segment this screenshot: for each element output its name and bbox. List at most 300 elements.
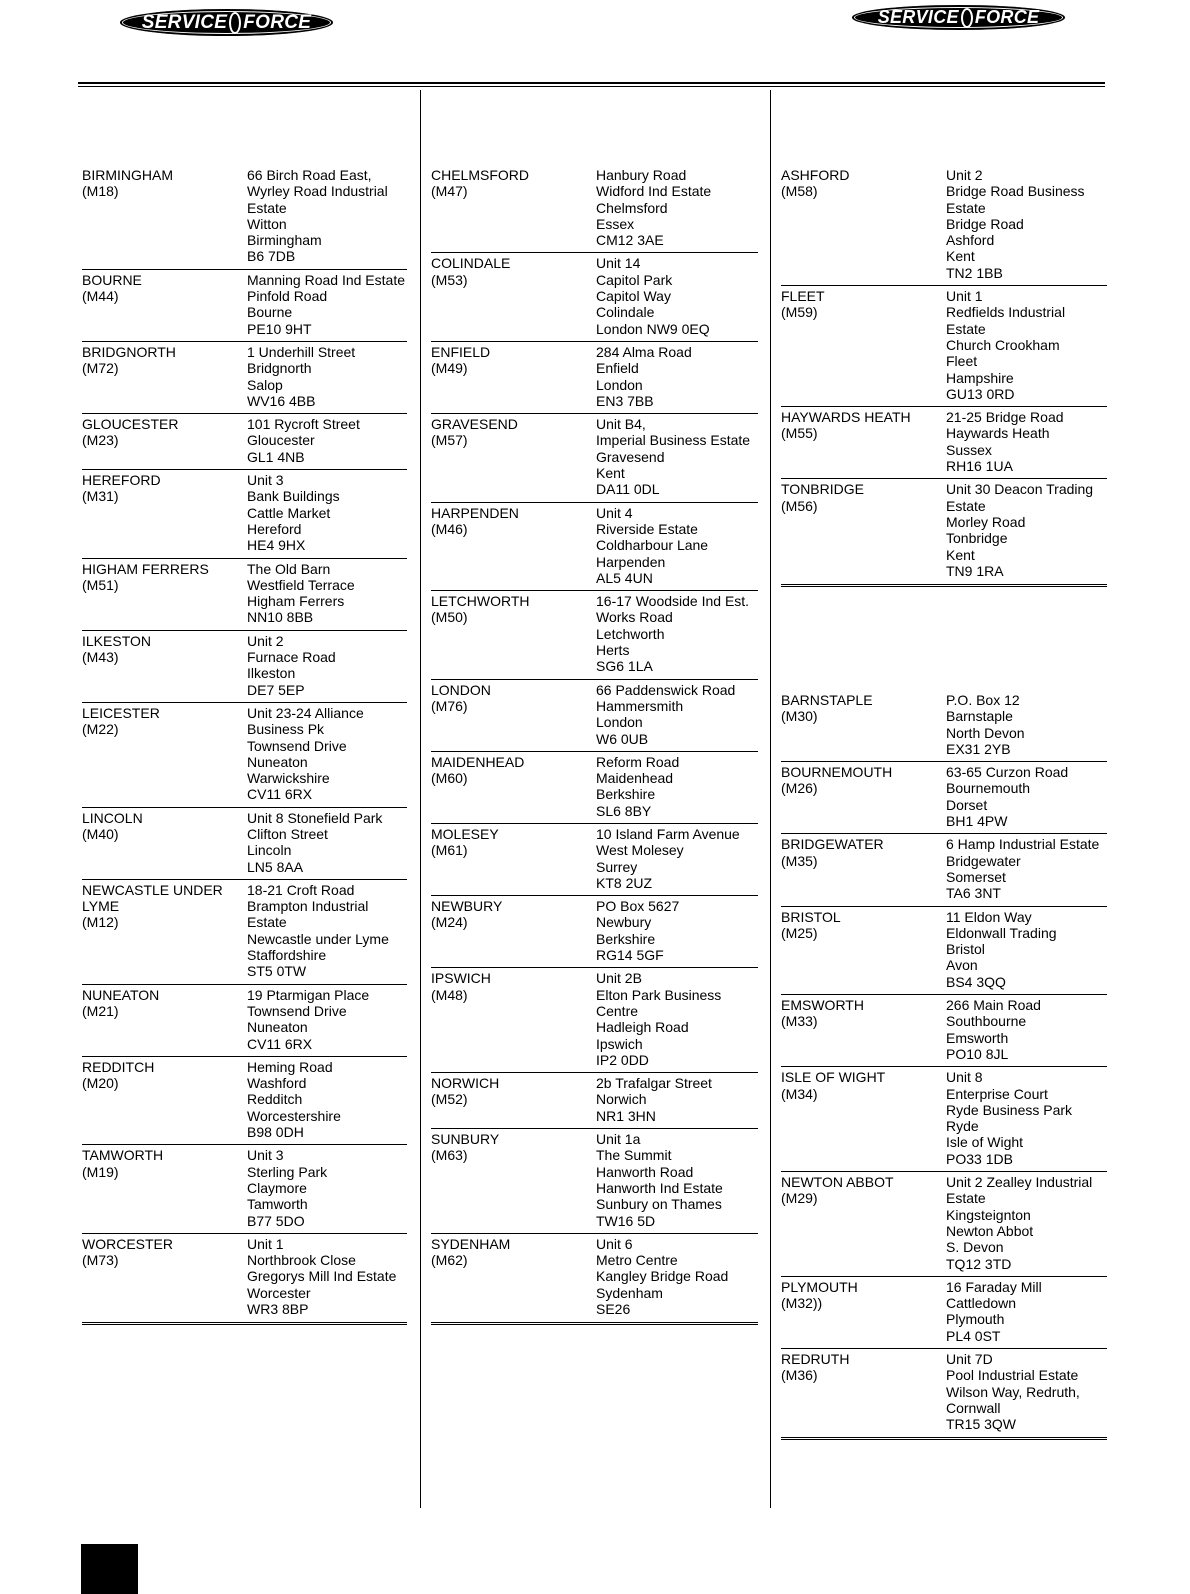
entry-address — [596, 682, 758, 747]
address-line: B6 7DB — [247, 248, 296, 265]
address-line: Hanworth Road — [596, 1163, 694, 1180]
entry-city — [82, 987, 247, 1052]
city-line: (M23) — [82, 432, 119, 449]
address-line: LN5 8AA — [247, 858, 304, 875]
address-line: Maidenhead — [596, 770, 674, 787]
address-line: North Devon — [946, 724, 1025, 741]
address-line: Unit 4 — [596, 504, 633, 521]
address-line: Fleet — [946, 353, 978, 370]
city-line: LINCOLN — [82, 809, 143, 826]
entry-city — [82, 167, 247, 265]
address-line: Kent — [946, 248, 975, 265]
address-line: Hammersmith — [596, 697, 684, 714]
entry-address — [946, 692, 1107, 757]
address-line: Reform Road — [596, 753, 680, 770]
address-line: Bournemouth — [946, 780, 1031, 797]
address-line: Centre — [596, 1002, 639, 1019]
address-line: 11 Eldon Way — [946, 908, 1032, 925]
address-line: Harpenden — [596, 553, 666, 570]
address-line: Morley Road — [946, 513, 1026, 530]
address-line: Nuneaton — [247, 753, 308, 770]
address-line: Eldonwall Trading — [946, 924, 1057, 941]
entry-city — [431, 898, 596, 963]
address-line: Claymore — [247, 1179, 307, 1196]
address-line: Ryde — [946, 1118, 979, 1135]
address-line: SE26 — [596, 1301, 631, 1317]
address-line: London NW9 0EQ — [596, 320, 710, 337]
directory-entry — [431, 824, 758, 896]
address-line: Sterling Park — [247, 1163, 328, 1180]
directory-entry — [431, 1234, 758, 1325]
directory-column-3-upper — [781, 165, 1107, 587]
city-line: LONDON — [431, 681, 491, 698]
address-line: Unit 1 — [247, 1235, 284, 1252]
directory-entry — [781, 1349, 1107, 1440]
city-line: (M73) — [82, 1252, 119, 1269]
address-line: Pinfold Road — [247, 288, 328, 305]
address-line: Hereford — [247, 520, 302, 537]
entry-address — [247, 633, 407, 698]
address-line: Ryde Business Park — [946, 1101, 1073, 1118]
city-line: HIGHAM FERRERS — [82, 560, 209, 577]
city-line: (M60) — [431, 770, 468, 787]
entry-address — [247, 561, 407, 626]
address-line: Hanbury Road — [596, 167, 687, 183]
entry-address — [946, 997, 1107, 1062]
directory-entry — [431, 968, 758, 1073]
address-line: AL5 4UN — [596, 569, 653, 586]
address-line: Metro Centre — [596, 1252, 678, 1269]
city-line: HEREFORD — [82, 472, 161, 489]
address-line: Bridgnorth — [247, 360, 312, 377]
city-line: BRISTOL — [781, 908, 841, 925]
address-line: Townsend Drive — [247, 737, 347, 754]
address-line: RG14 5GF — [596, 947, 664, 964]
address-line: BH1 4PW — [946, 813, 1008, 830]
city-line: BRIDGEWATER — [781, 836, 884, 853]
city-line: (M72) — [82, 360, 119, 377]
entry-city — [82, 633, 247, 698]
city-line: BOURNEMOUTH — [781, 764, 893, 781]
city-line: (M22) — [82, 721, 119, 738]
address-line: Cattle Market — [247, 504, 331, 521]
entry-address — [946, 167, 1107, 281]
entry-address — [596, 898, 758, 963]
address-line: TN9 1RA — [946, 562, 1004, 579]
entry-city — [781, 1351, 946, 1432]
directory-entry — [431, 503, 758, 591]
address-line: Unit 3 — [247, 472, 284, 489]
address-line: HE4 9HX — [247, 537, 306, 554]
city-line: (M56) — [781, 497, 818, 514]
city-line: (M12) — [82, 914, 119, 931]
address-line: Unit 2 Zealley Industrial — [946, 1174, 1093, 1191]
address-line: Bristol — [946, 941, 985, 958]
directory-entry — [781, 907, 1107, 995]
address-line: PO10 8JL — [946, 1045, 1009, 1062]
directory-entry — [781, 1172, 1107, 1277]
city-line: TONBRIDGE — [781, 481, 864, 498]
column-divider — [420, 90, 421, 1508]
address-line: Church Crookham — [946, 336, 1060, 353]
entry-city — [431, 255, 596, 336]
address-line: Dorset — [946, 796, 988, 813]
city-line: ENFIELD — [431, 343, 491, 360]
entry-address — [247, 416, 407, 465]
address-line: WR3 8BP — [247, 1301, 309, 1317]
entry-address — [596, 1075, 758, 1124]
address-line: Sussex — [946, 441, 992, 458]
directory-entry — [431, 680, 758, 752]
entry-address — [596, 754, 758, 819]
directory-entry — [431, 896, 758, 968]
entry-address — [247, 1059, 407, 1140]
city-line: MAIDENHEAD — [431, 753, 525, 770]
city-line: (M40) — [82, 825, 119, 842]
address-line: Witton — [247, 215, 287, 232]
address-line: Unit 14 — [596, 255, 641, 272]
entry-city — [431, 1131, 596, 1229]
city-line: (M59) — [781, 304, 818, 321]
entry-address — [946, 836, 1107, 901]
address-line: Kingsteignton — [946, 1206, 1031, 1223]
directory-entry — [82, 165, 407, 270]
page-corner-block — [81, 1544, 138, 1594]
address-line: SG6 1LA — [596, 658, 653, 675]
directory-entry — [781, 479, 1107, 587]
entry-address — [596, 416, 758, 497]
entry-city — [431, 1236, 596, 1317]
entry-city — [781, 1279, 946, 1344]
city-line: IPSWICH — [431, 970, 491, 987]
directory-entry — [781, 690, 1107, 762]
address-line: Ipswich — [596, 1035, 643, 1052]
column-divider — [770, 90, 771, 1508]
address-line: GL1 4NB — [247, 448, 305, 465]
directory-entry — [82, 414, 407, 470]
entry-address — [596, 826, 758, 891]
entry-city — [781, 167, 946, 281]
entry-city — [82, 1236, 247, 1317]
entry-address — [946, 409, 1107, 474]
address-line: CM12 3AE — [596, 232, 664, 249]
address-line: Haywards Heath — [946, 425, 1050, 442]
address-line: Higham Ferrers — [247, 593, 345, 610]
entry-city — [431, 344, 596, 409]
address-line: Pool Industrial Estate — [946, 1367, 1079, 1384]
entry-city — [431, 1075, 596, 1124]
entry-address — [247, 1236, 407, 1317]
city-line: (M34) — [781, 1085, 818, 1102]
address-line: IP2 0DD — [596, 1051, 649, 1068]
entry-city — [781, 836, 946, 901]
city-line: ILKESTON — [82, 632, 151, 649]
entry-address — [596, 505, 758, 586]
city-line: NEWCASTLE UNDER — [82, 881, 223, 898]
city-line: (M33) — [781, 1013, 818, 1030]
entry-city — [781, 997, 946, 1062]
address-line: London — [596, 714, 643, 731]
address-line: Northbrook Close — [247, 1252, 356, 1269]
address-line: EN3 7BB — [596, 392, 654, 409]
city-line: (M63) — [431, 1147, 468, 1164]
entry-city — [431, 754, 596, 819]
address-line: TW16 5D — [596, 1212, 656, 1229]
directory-column-3-lower — [781, 690, 1107, 1440]
address-line: DA11 0DL — [596, 481, 660, 498]
address-line: 16 Faraday Mill — [946, 1278, 1042, 1295]
address-line: Enterprise Court — [946, 1085, 1048, 1102]
directory-entry — [82, 559, 407, 631]
address-line: NR1 3HN — [596, 1107, 656, 1124]
city-line: (M55) — [781, 425, 818, 442]
address-line: London — [596, 376, 643, 393]
city-line: EMSWORTH — [781, 997, 864, 1014]
address-line: Brampton Industrial — [247, 898, 369, 915]
entry-city — [82, 1147, 247, 1228]
entry-address — [247, 472, 407, 553]
city-line: LYME — [82, 898, 120, 915]
address-line: WV16 4BB — [247, 392, 316, 409]
entry-city — [82, 810, 247, 875]
entry-city — [82, 1059, 247, 1140]
city-line: (M50) — [431, 609, 468, 626]
address-line: Ilkeston — [247, 665, 296, 682]
city-line: (M52) — [431, 1091, 468, 1108]
address-line: Townsend Drive — [247, 1002, 347, 1019]
city-line: BOURNE — [82, 271, 142, 288]
address-line: Redditch — [247, 1091, 303, 1108]
city-line: (M46) — [431, 520, 468, 537]
city-line: (M53) — [431, 271, 468, 288]
entry-city — [431, 682, 596, 747]
header-rule — [78, 82, 1105, 84]
address-line: P.O. Box 12 — [946, 692, 1020, 708]
address-line: ST5 0TW — [247, 963, 307, 980]
entry-address — [596, 1131, 758, 1229]
city-line: BARNSTAPLE — [781, 692, 873, 708]
entry-address — [596, 167, 758, 248]
city-line: (M48) — [431, 986, 468, 1003]
directory-entry — [82, 470, 407, 558]
address-line: Norwich — [596, 1091, 647, 1108]
address-line: 2b Trafalgar Street — [596, 1075, 712, 1092]
address-line: SL6 8BY — [596, 802, 652, 819]
city-line: (M31) — [82, 488, 119, 505]
entry-address — [596, 1236, 758, 1317]
address-line: Westfield Terrace — [247, 576, 355, 593]
city-line: (M18) — [82, 183, 119, 200]
address-line: Colindale — [596, 304, 655, 321]
address-line: NN10 8BB — [247, 609, 314, 626]
address-line: 63-65 Curzon Road — [946, 764, 1069, 781]
city-line: (M29) — [781, 1190, 818, 1207]
directory-entry — [431, 342, 758, 414]
address-line: 18-21 Croft Road — [247, 881, 355, 898]
city-line: (M26) — [781, 780, 818, 797]
directory-entry — [431, 752, 758, 824]
address-line: Somerset — [946, 868, 1006, 885]
city-line: (M32)) — [781, 1295, 823, 1312]
city-line: LEICESTER — [82, 704, 160, 721]
address-line: Capitol Park — [596, 271, 673, 288]
entry-address — [247, 882, 407, 980]
city-line: (M25) — [781, 924, 818, 941]
address-line: Salop — [247, 376, 283, 393]
city-line: SYDENHAM — [431, 1235, 511, 1252]
address-line: PL4 0ST — [946, 1327, 1001, 1344]
entry-address — [946, 764, 1107, 829]
address-line: Unit 2 — [946, 167, 983, 183]
address-line: Enfield — [596, 360, 639, 377]
service-force-logo: SERVICE FORCE — [120, 9, 333, 36]
entry-address — [946, 909, 1107, 990]
address-line: Unit 30 Deacon Trading — [946, 481, 1094, 498]
city-line: HAYWARDS HEATH — [781, 409, 911, 426]
address-line: Plymouth — [946, 1311, 1005, 1328]
address-line: W6 0UB — [596, 730, 649, 747]
address-line: Unit 1a — [596, 1131, 641, 1148]
city-line: (M49) — [431, 360, 468, 377]
address-line: B98 0DH — [247, 1124, 304, 1141]
address-line: Kent — [946, 546, 975, 563]
address-line: Berkshire — [596, 786, 656, 803]
address-line: PO33 1DB — [946, 1150, 1013, 1167]
address-line: Cattledown — [946, 1295, 1017, 1312]
address-line: 6 Hamp Industrial Estate — [946, 836, 1100, 853]
address-line: West Molesey — [596, 842, 684, 859]
address-line: Isle of Wight — [946, 1134, 1024, 1151]
city-line: BIRMINGHAM — [82, 167, 173, 183]
address-line: Tamworth — [247, 1196, 308, 1213]
address-line: Cornwall — [946, 1399, 1001, 1416]
city-line: (M47) — [431, 183, 468, 200]
city-line: (M19) — [82, 1163, 119, 1180]
address-line: 16-17 Woodside Ind Est. — [596, 593, 750, 610]
address-line: CV11 6RX — [247, 786, 313, 803]
address-line: 10 Island Farm Avenue — [596, 825, 740, 842]
address-line: DE7 5EP — [247, 681, 305, 698]
city-line: (M51) — [82, 576, 119, 593]
address-line: Estate — [946, 199, 986, 216]
entry-city — [781, 1069, 946, 1167]
address-line: Hadleigh Road — [596, 1019, 689, 1036]
address-line: Riverside Estate — [596, 520, 698, 537]
entry-city — [781, 692, 946, 757]
entry-address — [247, 987, 407, 1052]
address-line: Imperial Business Estate — [596, 432, 751, 449]
address-line: Unit 8 — [946, 1069, 983, 1086]
entry-city — [781, 288, 946, 402]
entry-city — [82, 561, 247, 626]
header-rule — [78, 86, 1105, 87]
entry-city — [82, 344, 247, 409]
directory-entry — [431, 1073, 758, 1129]
entry-city — [82, 272, 247, 337]
city-line: (M58) — [781, 183, 818, 200]
service-force-logo: SERVICE FORCE — [852, 5, 1065, 30]
address-line: Southbourne — [946, 1013, 1027, 1030]
entry-address — [247, 272, 407, 337]
address-line: TN2 1BB — [946, 264, 1003, 281]
address-line: 66 Birch Road East, — [247, 167, 372, 183]
address-line: Estate — [946, 497, 986, 514]
address-line: KT8 2UZ — [596, 874, 653, 891]
address-line: 21-25 Bridge Road — [946, 409, 1064, 426]
directory-entry — [781, 1277, 1107, 1349]
address-line: Ashford — [946, 232, 995, 249]
city-line: (M61) — [431, 842, 468, 859]
address-line: S. Devon — [946, 1239, 1004, 1256]
address-line: Capitol Way — [596, 288, 671, 305]
city-line: NUNEATON — [82, 986, 160, 1003]
address-line: Bridge Road — [946, 215, 1024, 232]
entry-city — [82, 882, 247, 980]
directory-entry — [781, 762, 1107, 834]
address-line: Elton Park Business — [596, 986, 722, 1003]
city-line: ISLE OF WIGHT — [781, 1069, 886, 1086]
address-line: TA6 3NT — [946, 885, 1001, 902]
entry-city — [431, 416, 596, 497]
city-line: (M35) — [781, 852, 818, 869]
address-line: Birmingham — [247, 232, 322, 249]
city-line: MOLESEY — [431, 825, 499, 842]
address-line: Clifton Street — [247, 825, 328, 842]
address-line: Unit 3 — [247, 1147, 284, 1164]
entry-city — [431, 826, 596, 891]
city-line: COLINDALE — [431, 255, 511, 272]
city-line: HARPENDEN — [431, 504, 519, 521]
address-line: PE10 9HT — [247, 320, 312, 337]
address-line: Bridge Road Business — [946, 183, 1085, 200]
address-line: Kent — [596, 465, 625, 482]
address-line: Hanworth Ind Estate — [596, 1179, 723, 1196]
directory-entry — [82, 1145, 407, 1233]
directory-entry — [431, 591, 758, 679]
entry-address — [247, 1147, 407, 1228]
entry-address — [596, 970, 758, 1068]
directory-entry — [431, 414, 758, 502]
address-line: Tonbridge — [946, 530, 1008, 547]
directory-entry — [82, 631, 407, 703]
address-line: TR15 3QW — [946, 1416, 1017, 1433]
address-line: Works Road — [596, 609, 673, 626]
city-line: (M62) — [431, 1252, 468, 1269]
address-line: Unit 23-24 Alliance — [247, 704, 364, 721]
city-line: NORWICH — [431, 1075, 500, 1092]
directory-entry — [82, 270, 407, 342]
address-line: Warwickshire — [247, 770, 330, 787]
address-line: Kangley Bridge Road — [596, 1268, 729, 1285]
address-line: Newcastle under Lyme — [247, 930, 389, 947]
entry-city — [82, 705, 247, 803]
city-line: PLYMOUTH — [781, 1278, 858, 1295]
directory-entry — [82, 985, 407, 1057]
address-line: Manning Road Ind Estate — [247, 271, 405, 288]
address-line: Worcestershire — [247, 1107, 341, 1124]
directory-entry — [82, 880, 407, 985]
entry-address — [596, 593, 758, 674]
address-line: Emsworth — [946, 1029, 1009, 1046]
address-line: Gloucester — [247, 432, 315, 449]
address-line: Avon — [946, 957, 978, 974]
address-line: Herts — [596, 642, 630, 659]
address-line: Nuneaton — [247, 1019, 308, 1036]
address-line: Lincoln — [247, 842, 292, 859]
address-line: The Old Barn — [247, 560, 331, 577]
entry-address — [946, 288, 1107, 402]
directory-entry — [82, 1234, 407, 1325]
